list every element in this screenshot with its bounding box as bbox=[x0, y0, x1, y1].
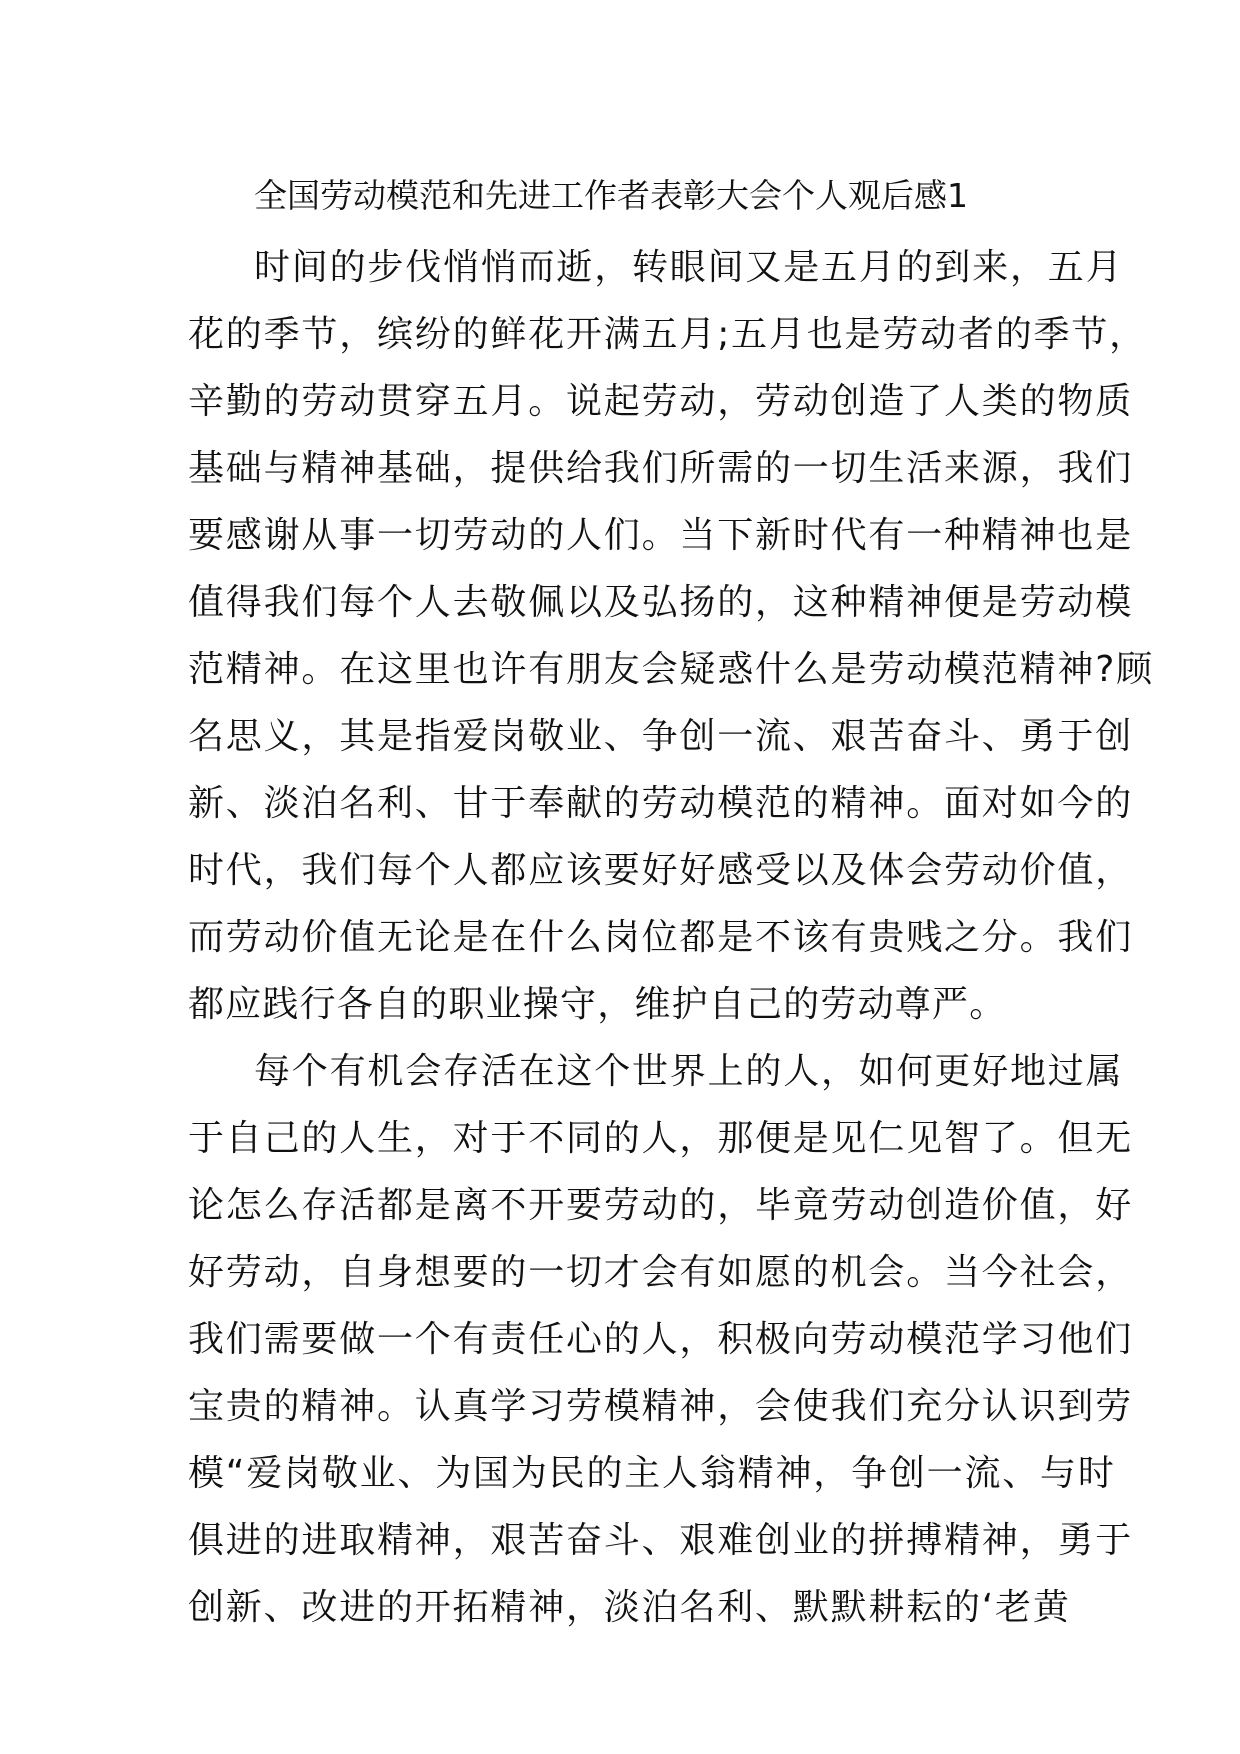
paragraph-2-line-9: 创新、改进的开拓精神，淡泊名利、默默耕耘的‘老黄 bbox=[188, 1587, 1071, 1628]
paragraph-2-line-5: 我们需要做一个有责任心的人，积极向劳动模范学习他们 bbox=[188, 1319, 1134, 1360]
paragraph-2-line-7: 模“爱岗敬业、为国为民的主人翁精神，争创一流、与时 bbox=[188, 1453, 1116, 1494]
paragraph-1-line-9: 新、淡泊名利、甘于奉献的劳动模范的精神。面对如今的 bbox=[188, 783, 1134, 824]
document-body bbox=[188, 234, 1154, 1641]
paragraph-1-line-7: 范精神。在这里也许有朋友会疑惑什么是劳动模范精神?顾 bbox=[188, 649, 1154, 690]
paragraph-1-line-3: 辛勤的劳动贯穿五月。说起劳动，劳动创造了人类的物质 bbox=[188, 381, 1134, 422]
paragraph-1-line-10: 时代，我们每个人都应该要好好感受以及体会劳动价值， bbox=[188, 850, 1134, 891]
paragraph-1-line-1: 时间的步伐悄悄而逝，转眼间又是五月的到来，五月 bbox=[254, 247, 1124, 288]
paragraph-1-line-5: 要感谢从事一切劳动的人们。当下新时代有一种精神也是 bbox=[188, 515, 1134, 556]
paragraph-1-line-11: 而劳动价值无论是在什么岗位都是不该有贵贱之分。我们 bbox=[188, 917, 1134, 958]
paragraph-1-line-2: 花的季节，缤纷的鲜花开满五月;五月也是劳动者的季节， bbox=[188, 314, 1147, 355]
paragraph-1-line-6: 值得我们每个人去敬佩以及弘扬的，这种精神便是劳动模 bbox=[188, 582, 1134, 623]
paragraph-1-line-12: 都应践行各自的职业操守，维护自己的劳动尊严。 bbox=[188, 984, 1007, 1025]
paragraph-2-line-3: 论怎么存活都是离不开要劳动的，毕竟劳动创造价值，好 bbox=[188, 1185, 1134, 1226]
paragraph-2-line-4: 好劳动，自身想要的一切才会有如愿的机会。当今社会， bbox=[188, 1252, 1134, 1293]
paragraph-2-line-1: 每个有机会存活在这个世界上的人，如何更好地过属 bbox=[254, 1051, 1124, 1092]
paragraph-1-line-8: 名思义，其是指爱岗敬业、争创一流、艰苦奋斗、勇于创 bbox=[188, 716, 1134, 757]
document-title: 全国劳动模范和先进工作者表彰大会个人观后感1 bbox=[254, 176, 968, 215]
paragraph-2-line-2: 于自己的人生，对于不同的人，那便是见仁见智了。但无 bbox=[188, 1118, 1134, 1159]
paragraph-2-line-6: 宝贵的精神。认真学习劳模精神，会使我们充分认识到劳 bbox=[188, 1386, 1134, 1427]
paragraph-1-line-4: 基础与精神基础，提供给我们所需的一切生活来源，我们 bbox=[188, 448, 1134, 489]
paragraph-2-line-8: 俱进的进取精神，艰苦奋斗、艰难创业的拼搏精神，勇于 bbox=[188, 1520, 1134, 1561]
